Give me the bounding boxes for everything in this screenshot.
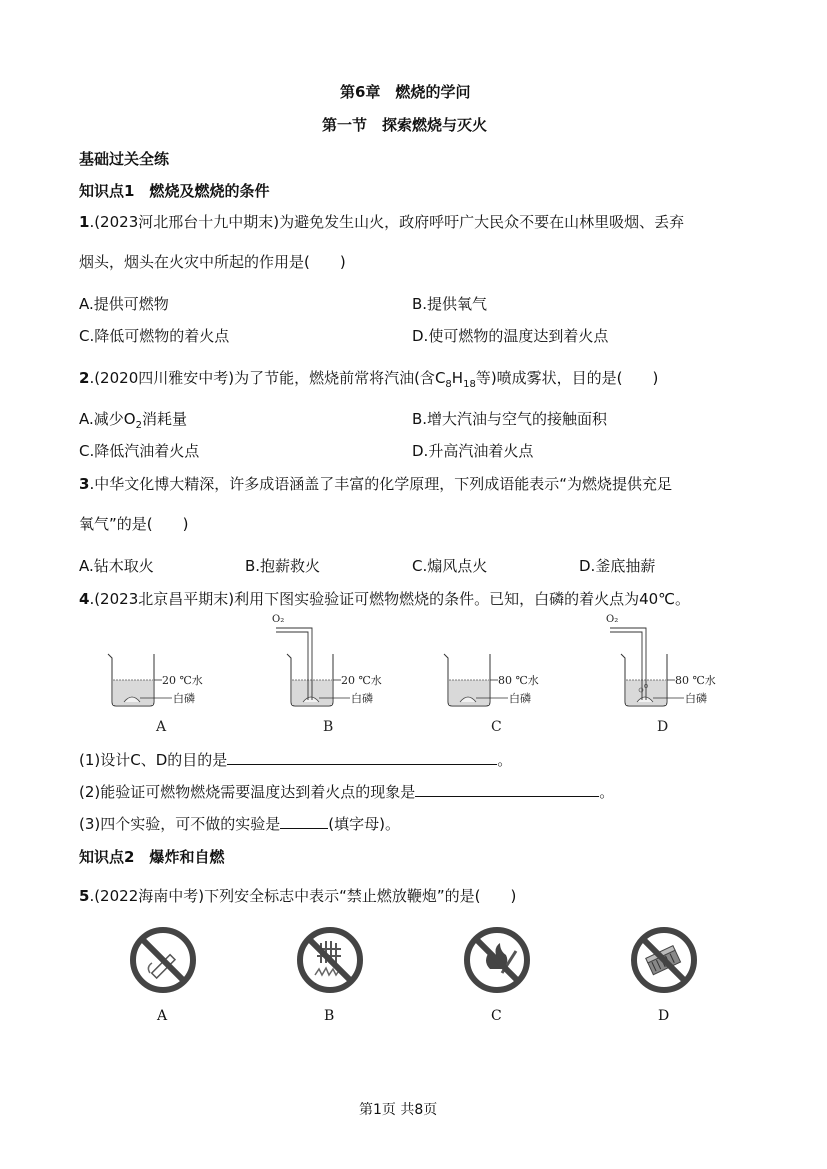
q4-subquestion-2 bbox=[79, 781, 614, 802]
beaker-d-water-label: 80 ℃水 bbox=[675, 674, 716, 687]
knowledge-point-2: 知识点2 爆炸和自燃 bbox=[79, 848, 225, 866]
q1-option-a[interactable]: A.提供可燃物 bbox=[79, 295, 169, 313]
experiment-figure bbox=[80, 610, 760, 740]
question-text: H bbox=[451, 369, 464, 387]
beaker-d-solid-label: 白磷 bbox=[685, 692, 707, 705]
q2-option-d[interactable]: D.升高汽油着火点 bbox=[412, 442, 534, 460]
question-text: 等)喷成雾状，目的是( ) bbox=[475, 369, 659, 387]
q1-option-c[interactable]: C.降低可燃物的着火点 bbox=[79, 327, 230, 345]
answer-blank-3[interactable] bbox=[280, 814, 328, 829]
answer-blank-2[interactable] bbox=[415, 782, 599, 797]
question-5-line1 bbox=[79, 885, 516, 906]
beaker-a-solid-label: 白磷 bbox=[173, 692, 195, 705]
punctuation: 。 bbox=[497, 751, 513, 769]
option-text: 消耗量 bbox=[141, 410, 187, 428]
chapter-title: 第6章 燃烧的学问 bbox=[340, 83, 471, 101]
punctuation: 。 bbox=[599, 783, 615, 801]
beaker-a-water-label: 20 ℃水 bbox=[162, 674, 203, 687]
question-text: .中华文化博大精深，许多成语涵盖了丰富的化学原理，下列成语能表示“为燃烧提供充足 bbox=[89, 475, 672, 493]
question-text: .(2023北京昌平期末)利用下图实验验证可燃物燃烧的条件。已知，白磷的着火点为40℃。 bbox=[89, 590, 691, 608]
no-smoking-icon[interactable] bbox=[128, 925, 198, 995]
beaker-d bbox=[606, 614, 716, 735]
beaker-c-solid-label: 白磷 bbox=[509, 692, 531, 705]
beaker-a bbox=[108, 654, 203, 735]
subscript: 8 bbox=[445, 379, 452, 390]
question-3-line2: 氧气”的是( ) bbox=[79, 515, 189, 533]
question-text: .(2023河北邢台十九中期末)为避免发生山火，政府呼吁广大民众不要在山林里吸烟、丢弃 bbox=[89, 213, 685, 231]
question-4-line1 bbox=[79, 588, 690, 609]
sign-c-letter: C bbox=[491, 1008, 502, 1024]
beaker-d-gas-label: O₂ bbox=[606, 614, 619, 625]
q3-option-a[interactable]: A.钻木取火 bbox=[79, 557, 154, 575]
page-footer: 第1页 共8页 bbox=[359, 1102, 438, 1118]
q2-option-a[interactable] bbox=[79, 408, 187, 431]
question-1-line1 bbox=[79, 211, 684, 232]
question-number: 5 bbox=[79, 887, 90, 905]
q2-option-b[interactable]: B.增大汽油与空气的接触面积 bbox=[412, 410, 608, 428]
answer-blank-1[interactable] bbox=[227, 750, 497, 765]
beaker-d-letter: D bbox=[657, 719, 669, 735]
q3-option-d[interactable]: D.釜底抽薪 bbox=[579, 557, 656, 575]
option-text: A.减少O bbox=[79, 410, 136, 428]
beaker-a-letter: A bbox=[156, 719, 167, 735]
beaker-b bbox=[272, 614, 382, 735]
no-burning-icon[interactable] bbox=[629, 925, 699, 995]
no-firecrackers-icon[interactable] bbox=[295, 925, 365, 995]
question-number: 1 bbox=[79, 213, 90, 231]
question-number: 2 bbox=[79, 369, 90, 387]
beaker-c-letter: C bbox=[491, 719, 502, 735]
sign-d-letter: D bbox=[658, 1008, 670, 1024]
question-1-line2: 烟头，烟头在火灾中所起的作用是( ) bbox=[79, 253, 346, 271]
subquestion-text: (1)设计C、D的目的是 bbox=[79, 751, 228, 769]
question-text: .(2022海南中考)下列安全标志中表示“禁止燃放鞭炮”的是( ) bbox=[89, 887, 517, 905]
beaker-b-letter: B bbox=[323, 719, 334, 735]
subscript: 2 bbox=[135, 420, 142, 431]
subquestion-text: (3)四个实验，可不做的实验是 bbox=[79, 815, 281, 833]
sign-b-letter: B bbox=[324, 1008, 335, 1024]
q3-option-b[interactable]: B.抱薪救火 bbox=[245, 557, 321, 575]
subquestion-text: (2)能验证可燃物燃烧需要温度达到着火点的现象是 bbox=[79, 783, 416, 801]
beaker-c bbox=[444, 654, 539, 735]
no-open-flame-icon[interactable] bbox=[462, 925, 532, 995]
q1-option-b[interactable]: B.提供氧气 bbox=[412, 295, 488, 313]
q1-option-d[interactable]: D.使可燃物的温度达到着火点 bbox=[412, 327, 609, 345]
q4-subquestion-1 bbox=[79, 749, 512, 770]
subscript: 18 bbox=[463, 379, 476, 390]
beaker-b-solid-label: 白磷 bbox=[351, 692, 373, 705]
section-title: 第一节 探索燃烧与灭火 bbox=[322, 116, 488, 134]
question-number: 4 bbox=[79, 590, 90, 608]
q3-option-c[interactable]: C.煽风点火 bbox=[412, 557, 488, 575]
knowledge-point-1: 知识点1 燃烧及燃烧的条件 bbox=[79, 182, 270, 200]
q2-option-c[interactable]: C.降低汽油着火点 bbox=[79, 442, 200, 460]
question-text: .(2020四川雅安中考)为了节能，燃烧前常将汽油(含C bbox=[89, 369, 446, 387]
sign-a-letter: A bbox=[157, 1008, 168, 1024]
practice-heading: 基础过关全练 bbox=[79, 150, 170, 168]
punctuation: (填字母)。 bbox=[328, 815, 400, 833]
question-number: 3 bbox=[79, 475, 90, 493]
q4-subquestion-3 bbox=[79, 813, 400, 834]
question-2-line1 bbox=[79, 367, 658, 390]
question-3-line1 bbox=[79, 473, 672, 494]
beaker-b-gas-label: O₂ bbox=[272, 614, 285, 625]
beaker-c-water-label: 80 ℃水 bbox=[498, 674, 539, 687]
beaker-b-water-label: 20 ℃水 bbox=[341, 674, 382, 687]
